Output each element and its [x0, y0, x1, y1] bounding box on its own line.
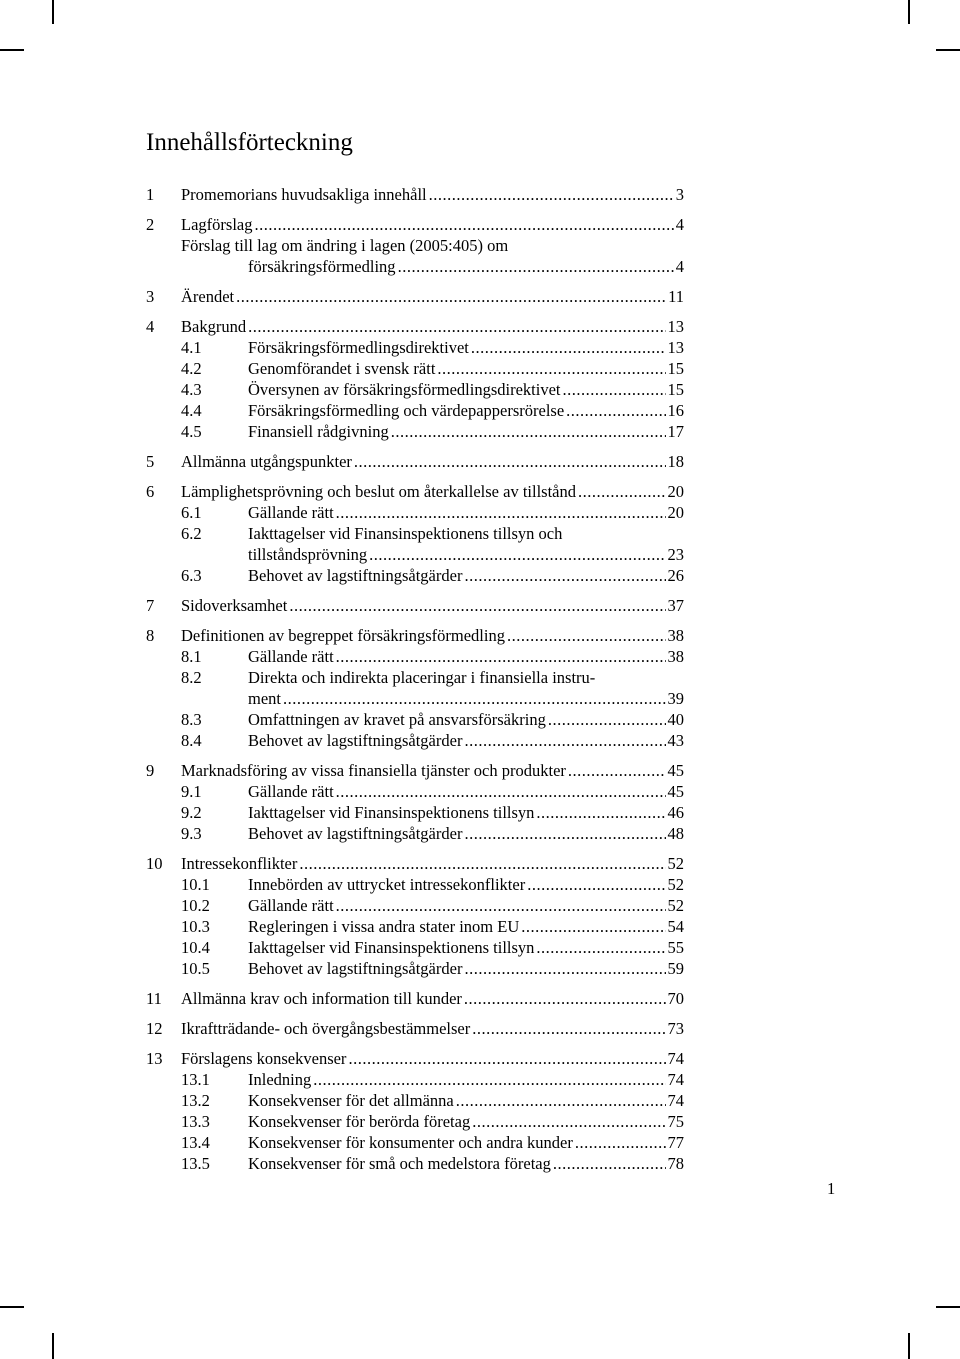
toc-entry-body — [248, 823, 684, 844]
crop-mark-bottom-right-horizontal — [936, 1306, 960, 1308]
toc-entry-title: Konsekvenser för det allmänna — [248, 1091, 454, 1110]
dot-leader — [336, 646, 666, 667]
toc-entry-number: 6 — [146, 482, 155, 501]
toc-entry-number: 2 — [146, 215, 155, 234]
toc-entry-page: 38 — [667, 626, 684, 645]
toc-entry-body — [181, 481, 684, 502]
dot-leader — [464, 988, 666, 1009]
toc-entry-number: 10.3 — [181, 917, 210, 936]
toc-entry[interactable] — [146, 523, 684, 544]
crop-mark-bottom-left-horizontal — [0, 1306, 24, 1308]
toc-entry[interactable] — [146, 937, 684, 958]
toc-entry-number: 8.4 — [181, 731, 202, 750]
toc-entry-page: 17 — [667, 422, 684, 441]
dot-leader — [236, 286, 666, 307]
toc-entry[interactable] — [146, 1018, 684, 1039]
toc-entry-title: Finansiell rådgivning — [248, 422, 389, 441]
dot-leader — [254, 214, 673, 235]
dot-leader — [536, 937, 665, 958]
toc-entry[interactable] — [146, 625, 684, 646]
toc-entry-title: Innebörden av uttrycket intressekonflikter — [248, 875, 526, 894]
dot-leader — [313, 1069, 665, 1090]
toc-entry-page: 4 — [675, 215, 684, 234]
toc-entry-title: Bakgrund — [181, 317, 247, 336]
toc-entry-page: 39 — [667, 689, 684, 708]
toc-entry[interactable] — [146, 184, 684, 205]
crop-mark-top-left-horizontal — [0, 49, 24, 51]
toc-entry-body — [248, 688, 684, 709]
toc-entry[interactable] — [146, 802, 684, 823]
toc-entry-title: Allmänna krav och information till kunder — [181, 989, 462, 1008]
toc-entry-page: 23 — [667, 545, 684, 564]
toc-entry-page: 15 — [667, 359, 684, 378]
toc-entry-body — [248, 337, 684, 358]
toc-entry-page: 45 — [667, 761, 684, 780]
toc-entry[interactable] — [146, 256, 684, 277]
dot-leader — [398, 256, 674, 277]
toc-entry-body — [248, 730, 684, 751]
dot-leader — [464, 823, 665, 844]
toc-entry-body — [248, 565, 684, 586]
toc-entry[interactable] — [146, 730, 684, 751]
toc-entry-page: 13 — [667, 317, 684, 336]
toc-entry-body — [248, 916, 684, 937]
toc-entry-body — [248, 1153, 684, 1174]
dot-leader — [464, 565, 665, 586]
toc-entry[interactable] — [146, 823, 684, 844]
dot-leader — [536, 802, 665, 823]
dot-leader — [563, 379, 666, 400]
dot-leader — [369, 544, 665, 565]
toc-entry-number: 6.3 — [181, 566, 202, 585]
toc-entry-page: 74 — [667, 1070, 684, 1089]
toc-entry-page: 59 — [667, 959, 684, 978]
toc-entry-title: Regleringen i vissa andra stater inom EU — [248, 917, 520, 936]
toc-entry-title: Översynen av försäkringsförmedlingsdirektivet — [248, 380, 561, 399]
toc-entry[interactable] — [146, 1069, 684, 1090]
toc-entry-body — [248, 802, 684, 823]
toc-entry-title: försäkringsförmedling — [248, 257, 396, 276]
toc-entry-page: 20 — [667, 482, 684, 501]
toc-entry[interactable] — [146, 502, 684, 523]
dot-leader — [336, 502, 666, 523]
toc-entry-body — [248, 379, 684, 400]
toc-entry-title: Behovet av lagstiftningsåtgärder — [248, 959, 463, 978]
crop-mark-top-right-vertical — [908, 0, 910, 24]
toc-entry-number: 4.4 — [181, 401, 202, 420]
toc-entry[interactable] — [146, 895, 684, 916]
toc-entry[interactable] — [146, 781, 684, 802]
toc-entry-number: 9.2 — [181, 803, 202, 822]
toc-entry-body — [248, 667, 684, 688]
toc-entry-body — [248, 358, 684, 379]
dot-leader — [437, 358, 665, 379]
toc-entry-title: Lämplighetsprövning och beslut om återkallelse av tillstånd — [181, 482, 576, 501]
toc-entry-title: Ikraftträdande- och övergångsbestämmelser — [181, 1019, 471, 1038]
dot-leader — [472, 1111, 665, 1132]
toc-entry[interactable] — [146, 316, 684, 337]
dot-leader — [429, 184, 674, 205]
toc-entry-body — [248, 421, 684, 442]
toc-entry-body — [248, 1111, 684, 1132]
toc-entry-body — [248, 256, 684, 277]
toc-entry[interactable] — [146, 595, 684, 616]
toc-entry-title: Försäkringsförmedling och värdepappersrörelse — [248, 401, 565, 420]
crop-mark-bottom-right-vertical — [908, 1333, 910, 1359]
toc-entry-title: Konsekvenser för små och medelstora företag — [248, 1154, 551, 1173]
dot-leader — [507, 625, 666, 646]
toc-entry-number: 8 — [146, 626, 155, 645]
toc-entry[interactable] — [146, 286, 684, 307]
toc-entry-body — [181, 1048, 684, 1069]
toc-entry-number: 13.1 — [181, 1070, 210, 1089]
toc-entry[interactable] — [146, 709, 684, 730]
toc-entry-body — [248, 709, 684, 730]
toc-entry-body — [248, 781, 684, 802]
toc-entry[interactable] — [146, 400, 684, 421]
toc-entry-number: 8.3 — [181, 710, 202, 729]
toc-entry-body — [248, 1069, 684, 1090]
toc-entry-title: Iakttagelser vid Finansinspektionens tillsyn och — [248, 524, 563, 543]
toc-entry-number: 4.3 — [181, 380, 202, 399]
toc-entry-title: Gällande rätt — [248, 782, 334, 801]
toc-entry-number: 9.3 — [181, 824, 202, 843]
toc-entry-title: Lagförslag — [181, 215, 253, 234]
toc-entry-page: 52 — [667, 854, 684, 873]
toc-entry-title: Genomförandet i svensk rätt — [248, 359, 436, 378]
toc-entry[interactable] — [146, 358, 684, 379]
toc-entry-title: Allmänna utgångspunkter — [181, 452, 352, 471]
toc-entry-body — [181, 760, 684, 781]
dot-leader — [456, 1090, 666, 1111]
toc-entry-page: 73 — [667, 1019, 684, 1038]
toc-entry-number: 8.2 — [181, 668, 202, 687]
toc-entry[interactable] — [146, 853, 684, 874]
dot-leader — [471, 337, 666, 358]
page-number: 1 — [827, 1179, 836, 1198]
toc-entry-number: 4 — [146, 317, 155, 336]
toc-entry-body — [181, 625, 684, 646]
toc-entry[interactable] — [146, 688, 684, 709]
toc-entry-body — [181, 214, 684, 235]
toc-entry-body — [248, 1132, 684, 1153]
toc-entry-title: Direkta och indirekta placeringar i finansiella instru- — [248, 668, 596, 687]
toc-entry-body — [248, 958, 684, 979]
toc-entry-title: Inledning — [248, 1070, 312, 1089]
toc-entry-number: 5 — [146, 452, 155, 471]
toc-entry[interactable] — [146, 481, 684, 502]
toc-entry-title: Definitionen av begreppet försäkringsförmedling — [181, 626, 505, 645]
toc-entry[interactable] — [146, 1132, 684, 1153]
toc-entry-page: 18 — [667, 452, 684, 471]
toc-entry-title: Omfattningen av kravet på ansvarsförsäkring — [248, 710, 546, 729]
toc-entry-title: Gällande rätt — [248, 503, 334, 522]
toc-entry-page: 48 — [667, 824, 684, 843]
toc-entry-number: 13.5 — [181, 1154, 210, 1173]
dot-leader — [575, 1132, 666, 1153]
toc-entry-number: 4.5 — [181, 422, 202, 441]
toc-entry-body — [248, 400, 684, 421]
toc-entry-title: Förslag till lag om ändring i lagen (2005:405) om — [181, 236, 509, 255]
toc-entry-title: Promemorians huvudsakliga innehåll — [181, 185, 427, 204]
dot-leader — [248, 316, 665, 337]
toc-entry-page: 52 — [667, 875, 684, 894]
toc-entry-page: 4 — [675, 257, 684, 276]
toc-entry-title: Behovet av lagstiftningsåtgärder — [248, 566, 463, 585]
dot-leader — [527, 874, 665, 895]
toc-entry[interactable] — [146, 1153, 684, 1174]
toc-entry-number: 6.1 — [181, 503, 202, 522]
toc-entry-title: Konsekvenser för berörda företag — [248, 1112, 471, 1131]
toc-entry-page: 26 — [667, 566, 684, 585]
toc-entry-page: 52 — [667, 896, 684, 915]
toc-entry-number: 3 — [146, 287, 155, 306]
toc-entry-page: 20 — [667, 503, 684, 522]
dot-leader — [289, 595, 665, 616]
toc-entry-page: 37 — [667, 596, 684, 615]
toc-entry-number: 13.4 — [181, 1133, 210, 1152]
toc-entry-body — [181, 235, 684, 256]
toc-entry-title: Försäkringsförmedlingsdirektivet — [248, 338, 469, 357]
toc-entry-body — [181, 853, 684, 874]
dot-leader — [336, 781, 666, 802]
toc-entry[interactable] — [146, 988, 684, 1009]
dot-leader — [568, 760, 666, 781]
toc-entry[interactable] — [146, 337, 684, 358]
toc-entry-page: 15 — [667, 380, 684, 399]
toc-entry-number: 6.2 — [181, 524, 202, 543]
dot-leader — [348, 1048, 665, 1069]
crop-mark-top-left-vertical — [52, 0, 54, 24]
toc-entry-body — [181, 595, 684, 616]
toc-entry-page: 38 — [667, 647, 684, 666]
toc-entry-title: Gällande rätt — [248, 647, 334, 666]
dot-leader — [578, 481, 666, 502]
toc-entry-number: 10.4 — [181, 938, 210, 957]
toc-entry-body — [248, 937, 684, 958]
toc-entry-body — [181, 451, 684, 472]
toc-entry-title: Förslagens konsekvenser — [181, 1049, 347, 1068]
toc-entry[interactable] — [146, 235, 684, 256]
toc-entry-title: Iakttagelser vid Finansinspektionens tillsyn — [248, 803, 535, 822]
toc-entry-number: 1 — [146, 185, 155, 204]
toc-entry-title: Sidoverksamhet — [181, 596, 288, 615]
toc-entry-body — [248, 502, 684, 523]
toc-entry[interactable] — [146, 214, 684, 235]
toc-entry-number: 8.1 — [181, 647, 202, 666]
toc-entry[interactable] — [146, 565, 684, 586]
toc-entry-page: 16 — [667, 401, 684, 420]
toc-entry[interactable] — [146, 544, 684, 565]
toc-entry-page: 40 — [667, 710, 684, 729]
toc-entry-title: Intressekonflikter — [181, 854, 298, 873]
toc-entry[interactable] — [146, 379, 684, 400]
toc-entry-page: 70 — [667, 989, 684, 1008]
toc-entry-number: 10 — [146, 854, 163, 873]
toc-entry-page: 74 — [667, 1049, 684, 1068]
dot-leader — [283, 688, 666, 709]
toc-entry[interactable] — [146, 421, 684, 442]
toc-entry-title: Marknadsföring av vissa finansiella tjänster och produkter — [181, 761, 566, 780]
dot-leader — [566, 400, 665, 421]
toc-entry-number: 9.1 — [181, 782, 202, 801]
toc-entry-body — [248, 523, 684, 544]
dot-leader — [336, 895, 666, 916]
toc-entry-page: 75 — [667, 1112, 684, 1131]
toc-entry-body — [248, 895, 684, 916]
toc-entry-body — [181, 988, 684, 1009]
toc-entry-number: 9 — [146, 761, 155, 780]
table-of-contents — [146, 184, 684, 1174]
toc-entry-number: 10.1 — [181, 875, 210, 894]
toc-entry-title: Gällande rätt — [248, 896, 334, 915]
toc-entry-title: Konsekvenser för konsumenter och andra kunder — [248, 1133, 573, 1152]
toc-entry-number: 4.1 — [181, 338, 202, 357]
toc-entry[interactable] — [146, 958, 684, 979]
dot-leader — [391, 421, 666, 442]
toc-entry-body — [248, 646, 684, 667]
toc-entry-body — [181, 316, 684, 337]
toc-entry-body — [181, 286, 684, 307]
toc-entry-body — [181, 1018, 684, 1039]
toc-entry-body — [248, 874, 684, 895]
toc-entry-number: 4.2 — [181, 359, 202, 378]
toc-entry-page: 3 — [675, 185, 684, 204]
toc-entry-title: ment — [248, 689, 281, 708]
toc-entry[interactable] — [146, 667, 684, 688]
toc-entry-number: 11 — [146, 989, 162, 1008]
toc-entry-page: 43 — [667, 731, 684, 750]
toc-entry-body — [181, 184, 684, 205]
toc-entry-page: 13 — [667, 338, 684, 357]
crop-mark-bottom-left-vertical — [52, 1333, 54, 1359]
toc-entry-page: 45 — [667, 782, 684, 801]
toc-entry[interactable] — [146, 646, 684, 667]
toc-entry-number: 10.5 — [181, 959, 210, 978]
dot-leader — [548, 709, 666, 730]
toc-entry[interactable] — [146, 1111, 684, 1132]
toc-entry-page: 55 — [667, 938, 684, 957]
toc-entry-body — [248, 544, 684, 565]
toc-entry-title: tillståndsprövning — [248, 545, 368, 564]
dot-leader — [472, 1018, 665, 1039]
toc-entry[interactable] — [146, 874, 684, 895]
toc-entry[interactable] — [146, 1048, 684, 1069]
toc-entry-number: 7 — [146, 596, 155, 615]
toc-entry-title: Ärendet — [181, 287, 235, 306]
toc-entry-page: 54 — [667, 917, 684, 936]
toc-entry-page: 77 — [667, 1133, 684, 1152]
toc-entry-page: 78 — [667, 1154, 684, 1173]
dot-leader — [521, 916, 665, 937]
toc-entry-title: Iakttagelser vid Finansinspektionens tillsyn — [248, 938, 535, 957]
toc-entry-title: Behovet av lagstiftningsåtgärder — [248, 731, 463, 750]
toc-entry-page: 74 — [667, 1091, 684, 1110]
dot-leader — [299, 853, 665, 874]
toc-entry-number: 13.3 — [181, 1112, 210, 1131]
dot-leader — [464, 730, 665, 751]
dot-leader — [464, 958, 665, 979]
toc-entry-page: 46 — [667, 803, 684, 822]
crop-mark-top-right-horizontal — [936, 49, 960, 51]
toc-title: Innehållsförteckning — [146, 129, 353, 156]
dot-leader — [354, 451, 666, 472]
toc-entry-number: 10.2 — [181, 896, 210, 915]
toc-entry-body — [248, 1090, 684, 1111]
toc-entry[interactable] — [146, 1090, 684, 1111]
toc-entry-title: Behovet av lagstiftningsåtgärder — [248, 824, 463, 843]
toc-entry[interactable] — [146, 916, 684, 937]
toc-entry-page: 11 — [668, 287, 684, 306]
toc-entry-number: 12 — [146, 1019, 163, 1038]
toc-entry[interactable] — [146, 451, 684, 472]
toc-entry[interactable] — [146, 760, 684, 781]
toc-entry-number: 13 — [146, 1049, 163, 1068]
dot-leader — [553, 1153, 666, 1174]
toc-entry-number: 13.2 — [181, 1091, 210, 1110]
